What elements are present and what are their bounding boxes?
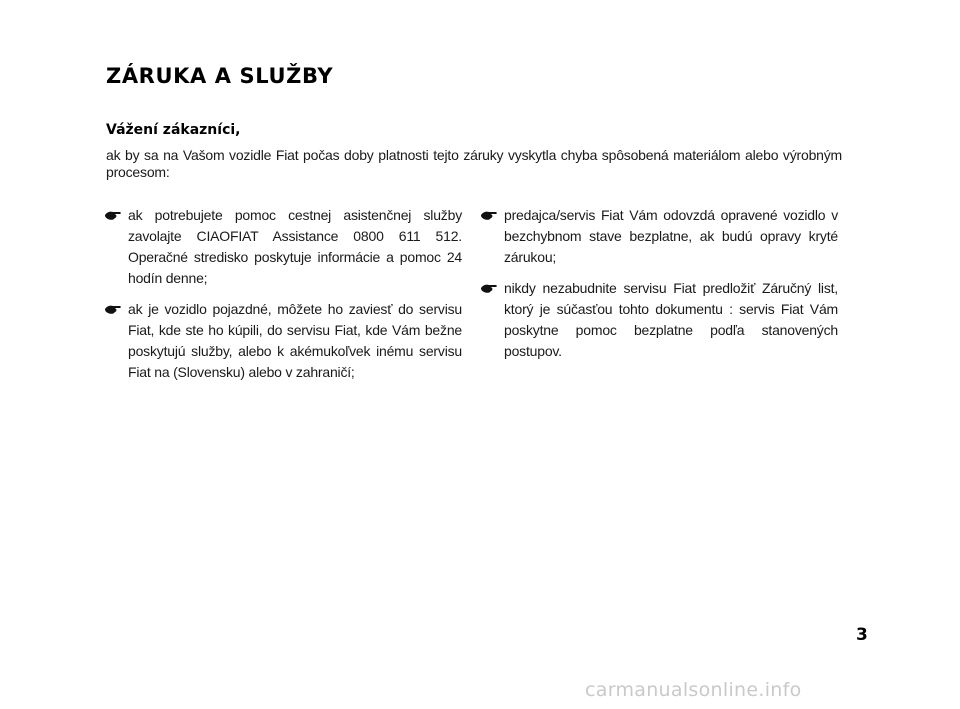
bullet-text: predajca/servis Fiat Vám odovzdá opravené vozidlo v bezchybnom stave bezplatne, ak budú opravy kryté zárukou;	[504, 207, 838, 265]
pointing-hand-icon	[480, 210, 498, 221]
list-item	[480, 278, 838, 362]
list-item	[480, 205, 838, 268]
list-item	[104, 299, 462, 383]
watermark: carmanualsonline.info	[585, 679, 802, 701]
pointing-hand-icon	[104, 210, 122, 221]
right-column	[480, 205, 838, 372]
page-number: 3	[856, 625, 868, 645]
left-column	[104, 205, 462, 393]
list-item	[104, 205, 462, 289]
pointing-hand-icon	[104, 304, 122, 315]
bullet-text: ak potrebujete pomoc cestnej asistenčnej služby zavolajte CIAOFIAT Assistance 0800 611 512. Operačné stredisko poskytuje informácie a pomoc 24 hodín denne;	[128, 207, 462, 286]
bullet-text: nikdy nezabudnite servisu Fiat predložiť Záručný list, ktorý je súčasťou tohto dokumentu : servis Fiat Vám poskytne pomoc bezplatne podľa stanovených postupov.	[504, 280, 838, 359]
page-title: ZÁRUKA A SLUŽBY	[106, 64, 334, 88]
bullet-text: ak je vozidlo pojazdné, môžete ho zaviesť do servisu Fiat, kde ste ho kúpili, do servisu Fiat, kde Vám bežne poskytujú služby, alebo k akémukoľvek inému servisu Fiat na (Slovensku) alebo v zahraničí;	[128, 301, 462, 380]
intro-paragraph: ak by sa na Vašom vozidle Fiat počas doby platnosti tejto záruky vyskytla chyba spôsobená materiálom alebo výrobným procesom:	[106, 147, 842, 180]
greeting: Vážení zákazníci,	[106, 122, 241, 138]
pointing-hand-icon	[480, 283, 498, 294]
